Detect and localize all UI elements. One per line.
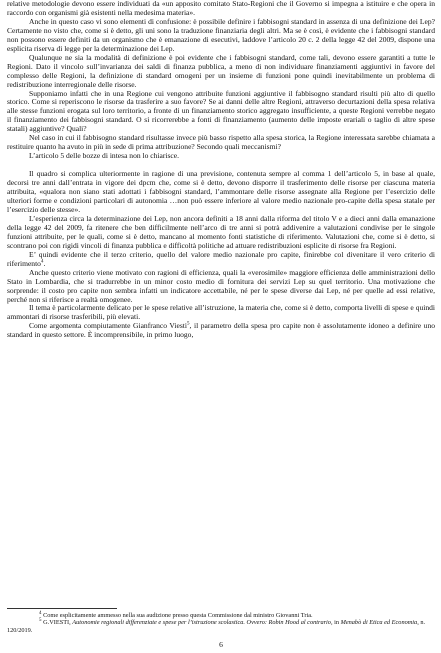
body-text: [7, 0, 435, 340]
footnote-5-number: 5: [39, 618, 42, 624]
page-number: 6: [219, 640, 223, 649]
footnote-5-journal: Menabò di Etica ed Economia: [340, 619, 418, 627]
footnote-4-text: Come esplicitamente ammesso nella sua audizione presso questa Commissione dal ministro Giovanni Tria.: [43, 612, 313, 619]
footnote-5-title: Autonomie regionali differenziate e spese per l’istruzione scolastica. Ovvero: Robin Hood al contrario: [72, 619, 331, 627]
paragraph-3: Qualunque ne sia la modalità di definizione è poi evidente che i fabbisogni standard, come tali, devono essere garantiti a tutte le Regioni. Dato il vincolo sull’invarianza dei saldi di finanza pubblica, a meno di non individuare finanziamenti aggiuntivi in favore del complesso delle Regioni, la definizione di standard omogeni per un insieme di funzioni pone quindi inevitabilmente un problema di redistribuzione interregionale delle risorse.: [7, 52, 435, 89]
paragraph-6: L’articolo 5 delle bozze di intesa non lo chiarisce.: [29, 151, 179, 161]
paragraph-12: [7, 322, 435, 340]
paragraph-10: Anche questo criterio viene motivato con ragioni di efficienza, quali la «verosimile» maggiore efficienza delle amministrazioni dello Stato in Lombardia, che si tradurrebbe in un minor costo medio di fornitura dei servizi Lep su quel territorio. Una motivazione che sorprende: il costo pro capite non sembra infatti un indicatore accettabile, né per le spese diverse dai Lep, né per quelle ad essi relative, perché non si riferisce a realtà omogenee.: [7, 267, 435, 304]
paragraph-2: Anche in questo caso vi sono elementi di confusione: è possibile definire i fabbisogni standard in assenza di una definizione dei Lep? Certamente no visto che, come si è detto, gli uni sono la traduzione finanziaria degli altri. Ma se è così, è evidente che i fabbisogni standard non possono essere definiti da un organismo che è emanazione di esecutivi, laddove l’articolo 20 c. 2 della legge 42 del 2009, dispone una esplicita riserva di legge per la determinazione dei Lep.: [7, 16, 435, 53]
paragraph-12-end: , il parametro della spesa pro capite non è assolutamente idoneo a definire uno standard in questo settore. È incomprensibile, in primo luogo,: [7, 321, 435, 340]
footnote-ref-5[interactable]: 5: [187, 321, 190, 327]
footnote-separator: [7, 608, 117, 609]
paragraph-9-end: .: [43, 258, 46, 268]
paragraph-9: [7, 251, 435, 269]
paragraph-5: Nel caso in cui il fabbisogno standard risultasse invece più basso rispetto alla spesa storica, la Regione interessata sarebbe chiamata a restituire quanto ha avuto in più in sede di prima attribuzione? Secondo quali meccanismi?: [7, 133, 435, 152]
paragraph-12-text: Come argomenta compiutamente Gianfranco Viesti: [29, 321, 187, 331]
footnote-5-issue: , n. 120/2019.: [7, 619, 426, 634]
footnote-4-number: 4: [39, 610, 42, 616]
paragraph-9-text: E’ quindi evidente che il terzo criterio, quello del valore medio nazionale pro capite, finirebbe col divenitare il vero criterio di riferimento: [7, 249, 435, 268]
paragraph-11: Il tema è particolarmente delicato per le spese relative all’istruzione, la materia che, come si è detto, comporta livelli di spese e quindi ammontari di risorse trasferibili, più elevati.: [7, 303, 435, 322]
paragraph-4: Supponiamo infatti che in una Regione cui vengono attribuite funzioni aggiuntive il fabbisogno standard risulti più alto di quello storico. Come si reperiscono le risorse da trasferire a suo favore? Se ai danni delle altre Regioni, attraverso decurtazioni della spesa relativa alle stesse funzioni erogata sul loro territorio, a fronte di un finanziamento storico aggregato insufficiente, a queste Regioni verrebbe negato il finanziamento dei fabbisogni standard. O si ricorrerebbe a fonti di finanziamento (aumento delle imposte erariali o taglio di altre spese statali) aggiuntive? Quali?: [7, 88, 435, 134]
footnote-5: [7, 619, 435, 634]
paragraph-7: Il quadro si complica ulteriormente in ragione di una previsione, contenuta sempre al comma 1 dell’articolo 5, in base al quale, decorsi tre anni dall’entrata in vigore dei dpcm che, come si è detto, devono disporre il trasferimento delle risorse per ciascuna materia attribuita, «qualora non siano stati adottati i fabbisogni standard, l’ammontare delle risorse assegnate alla Regione per l’esercizio delle ulteriori forme e condizioni particolari di autonomia …non può essere inferiore al valore medio nazionale pro-capite della spesa statale per l’esercizio delle stesse».: [7, 169, 435, 214]
document-page: [7, 0, 435, 653]
footnotes: [7, 612, 435, 634]
footnote-5-in: , in: [330, 619, 341, 627]
paragraph-1: relative metodologie devono essere individuati da «un apposito comitato Stato-Regioni che il Governo si impegna a istituire e che opera in raccordo con organismi già esistenti nella medesima materia».: [7, 0, 435, 17]
paragraph-8: L’esperienza circa la determinazione dei Lep, non ancora definiti a 18 anni dalla riforma del titolo V e a dieci anni dalla emanazione della legge 42 del 2009, fa ritenere che ben difficilmente nell’arco di tre anni si potrà addivenire a valutazioni condivise per le singole funzioni attribuite, per le quali, come si è detto, mancano al momento fonti statistiche di riferimento. Valutazioni che, come si è detto, si scontrano poi con rigidi vincoli di finanza pubblica e difficoltà politiche ad attuare redistribuzioni esplicite di risorse fra Regioni.: [7, 213, 435, 250]
footnote-5-author: G.VIESTI,: [43, 619, 73, 627]
footnote-ref-4[interactable]: 4: [40, 259, 44, 265]
